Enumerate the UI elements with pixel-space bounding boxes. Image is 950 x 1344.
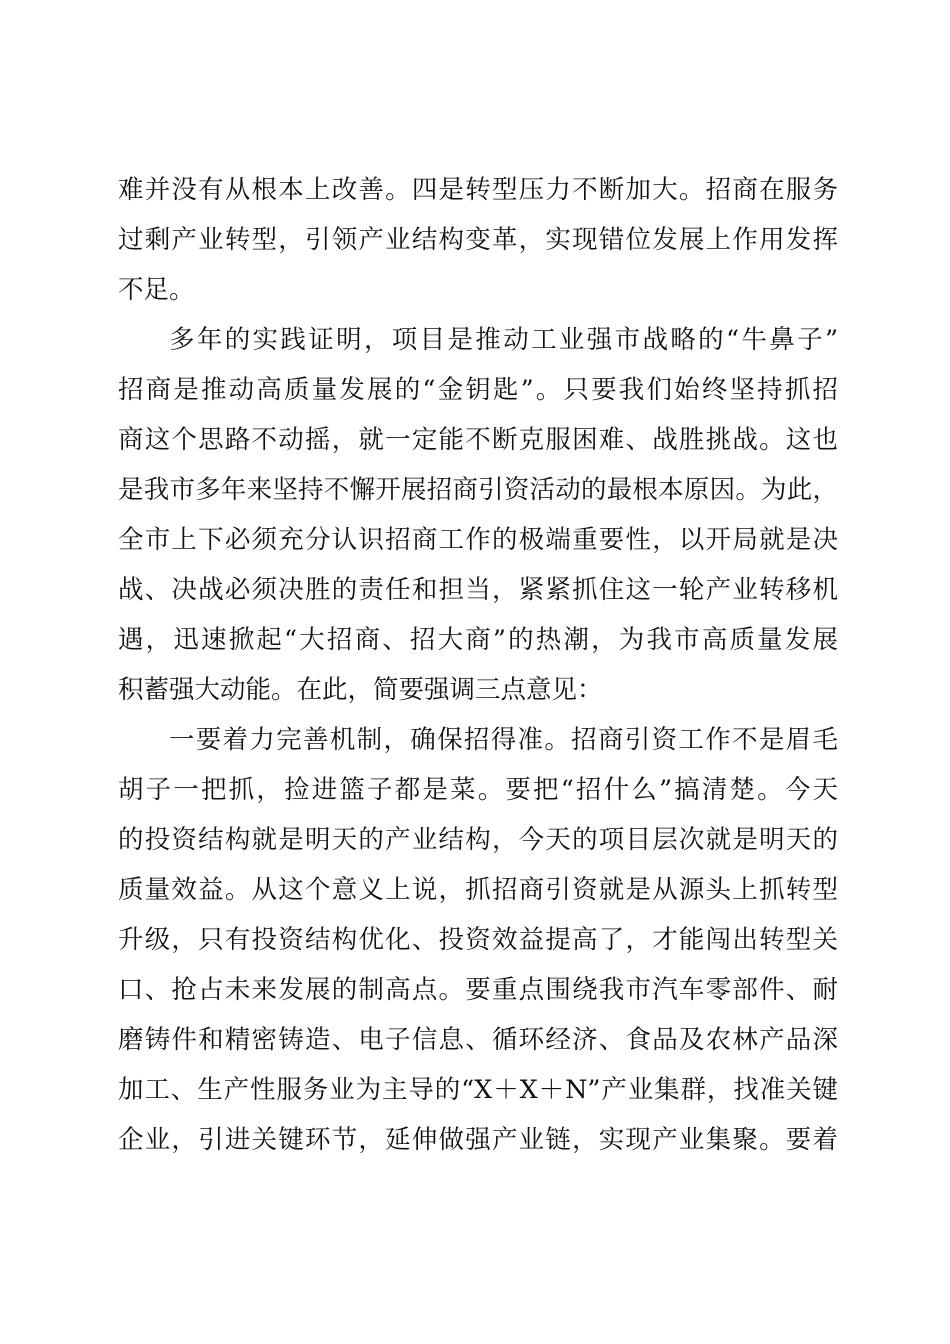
body-text-line: 过剩产业转型，引领产业结构变革，实现错位发展上作用发挥 xyxy=(118,225,838,255)
body-text-line: 积蓄强大动能。在此，简要强调三点意见： xyxy=(118,675,603,705)
body-text-line: 战、决战必须决胜的责任和担当，紧紧抓住这一轮产业转移机 xyxy=(118,575,838,605)
body-text-line: 企业，引进关键环节，延伸做强产业链，实现产业集聚。要着 xyxy=(118,1125,838,1155)
body-text-line: 全市上下必须充分认识招商工作的极端重要性，以开局就是决 xyxy=(118,525,838,555)
body-text-line: 的投资结构就是明天的产业结构，今天的项目层次就是明天的 xyxy=(118,825,838,855)
body-text-line: 升级，只有投资结构优化、投资效益提高了，才能闯出转型关 xyxy=(118,925,838,955)
body-text-line: 胡子一把抓，捡进篮子都是菜。要把“招什么”搞清楚。今天 xyxy=(118,775,838,805)
body-text-line: 招商是推动高质量发展的“金钥匙”。只要我们始终坚持抓招 xyxy=(118,375,838,405)
body-text-line: 加工、生产性服务业为主导的“X＋X＋N”产业集群，找准关键 xyxy=(118,1075,838,1105)
body-text-line: 磨铸件和精密铸造、电子信息、循环经济、食品及农林产品深 xyxy=(118,1025,838,1055)
body-text-line: 商这个思路不动摇，就一定能不断克服困难、战胜挑战。这也 xyxy=(118,425,838,455)
body-text-line: 不足。 xyxy=(118,275,195,305)
body-text-line: 是我市多年来坚持不懈开展招商引资活动的最根本原因。为此， xyxy=(118,475,838,505)
body-text-line: 口、抢占未来发展的制高点。要重点围绕我市汽车零部件、耐 xyxy=(118,975,838,1005)
body-text-line: 难并没有从根本上改善。四是转型压力不断加大。招商在服务 xyxy=(118,175,838,205)
paragraph-first-line: 一要着力完善机制，确保招得准。招商引资工作不是眉毛 xyxy=(169,725,838,755)
body-text-line: 质量效益。从这个意义上说，抓招商引资就是从源头上抓转型 xyxy=(118,875,838,905)
body-text-line: 遇，迅速掀起“大招商、招大商”的热潮，为我市高质量发展 xyxy=(118,625,838,655)
paragraph-first-line: 多年的实践证明，项目是推动工业强市战略的“牛鼻子” xyxy=(169,325,838,355)
